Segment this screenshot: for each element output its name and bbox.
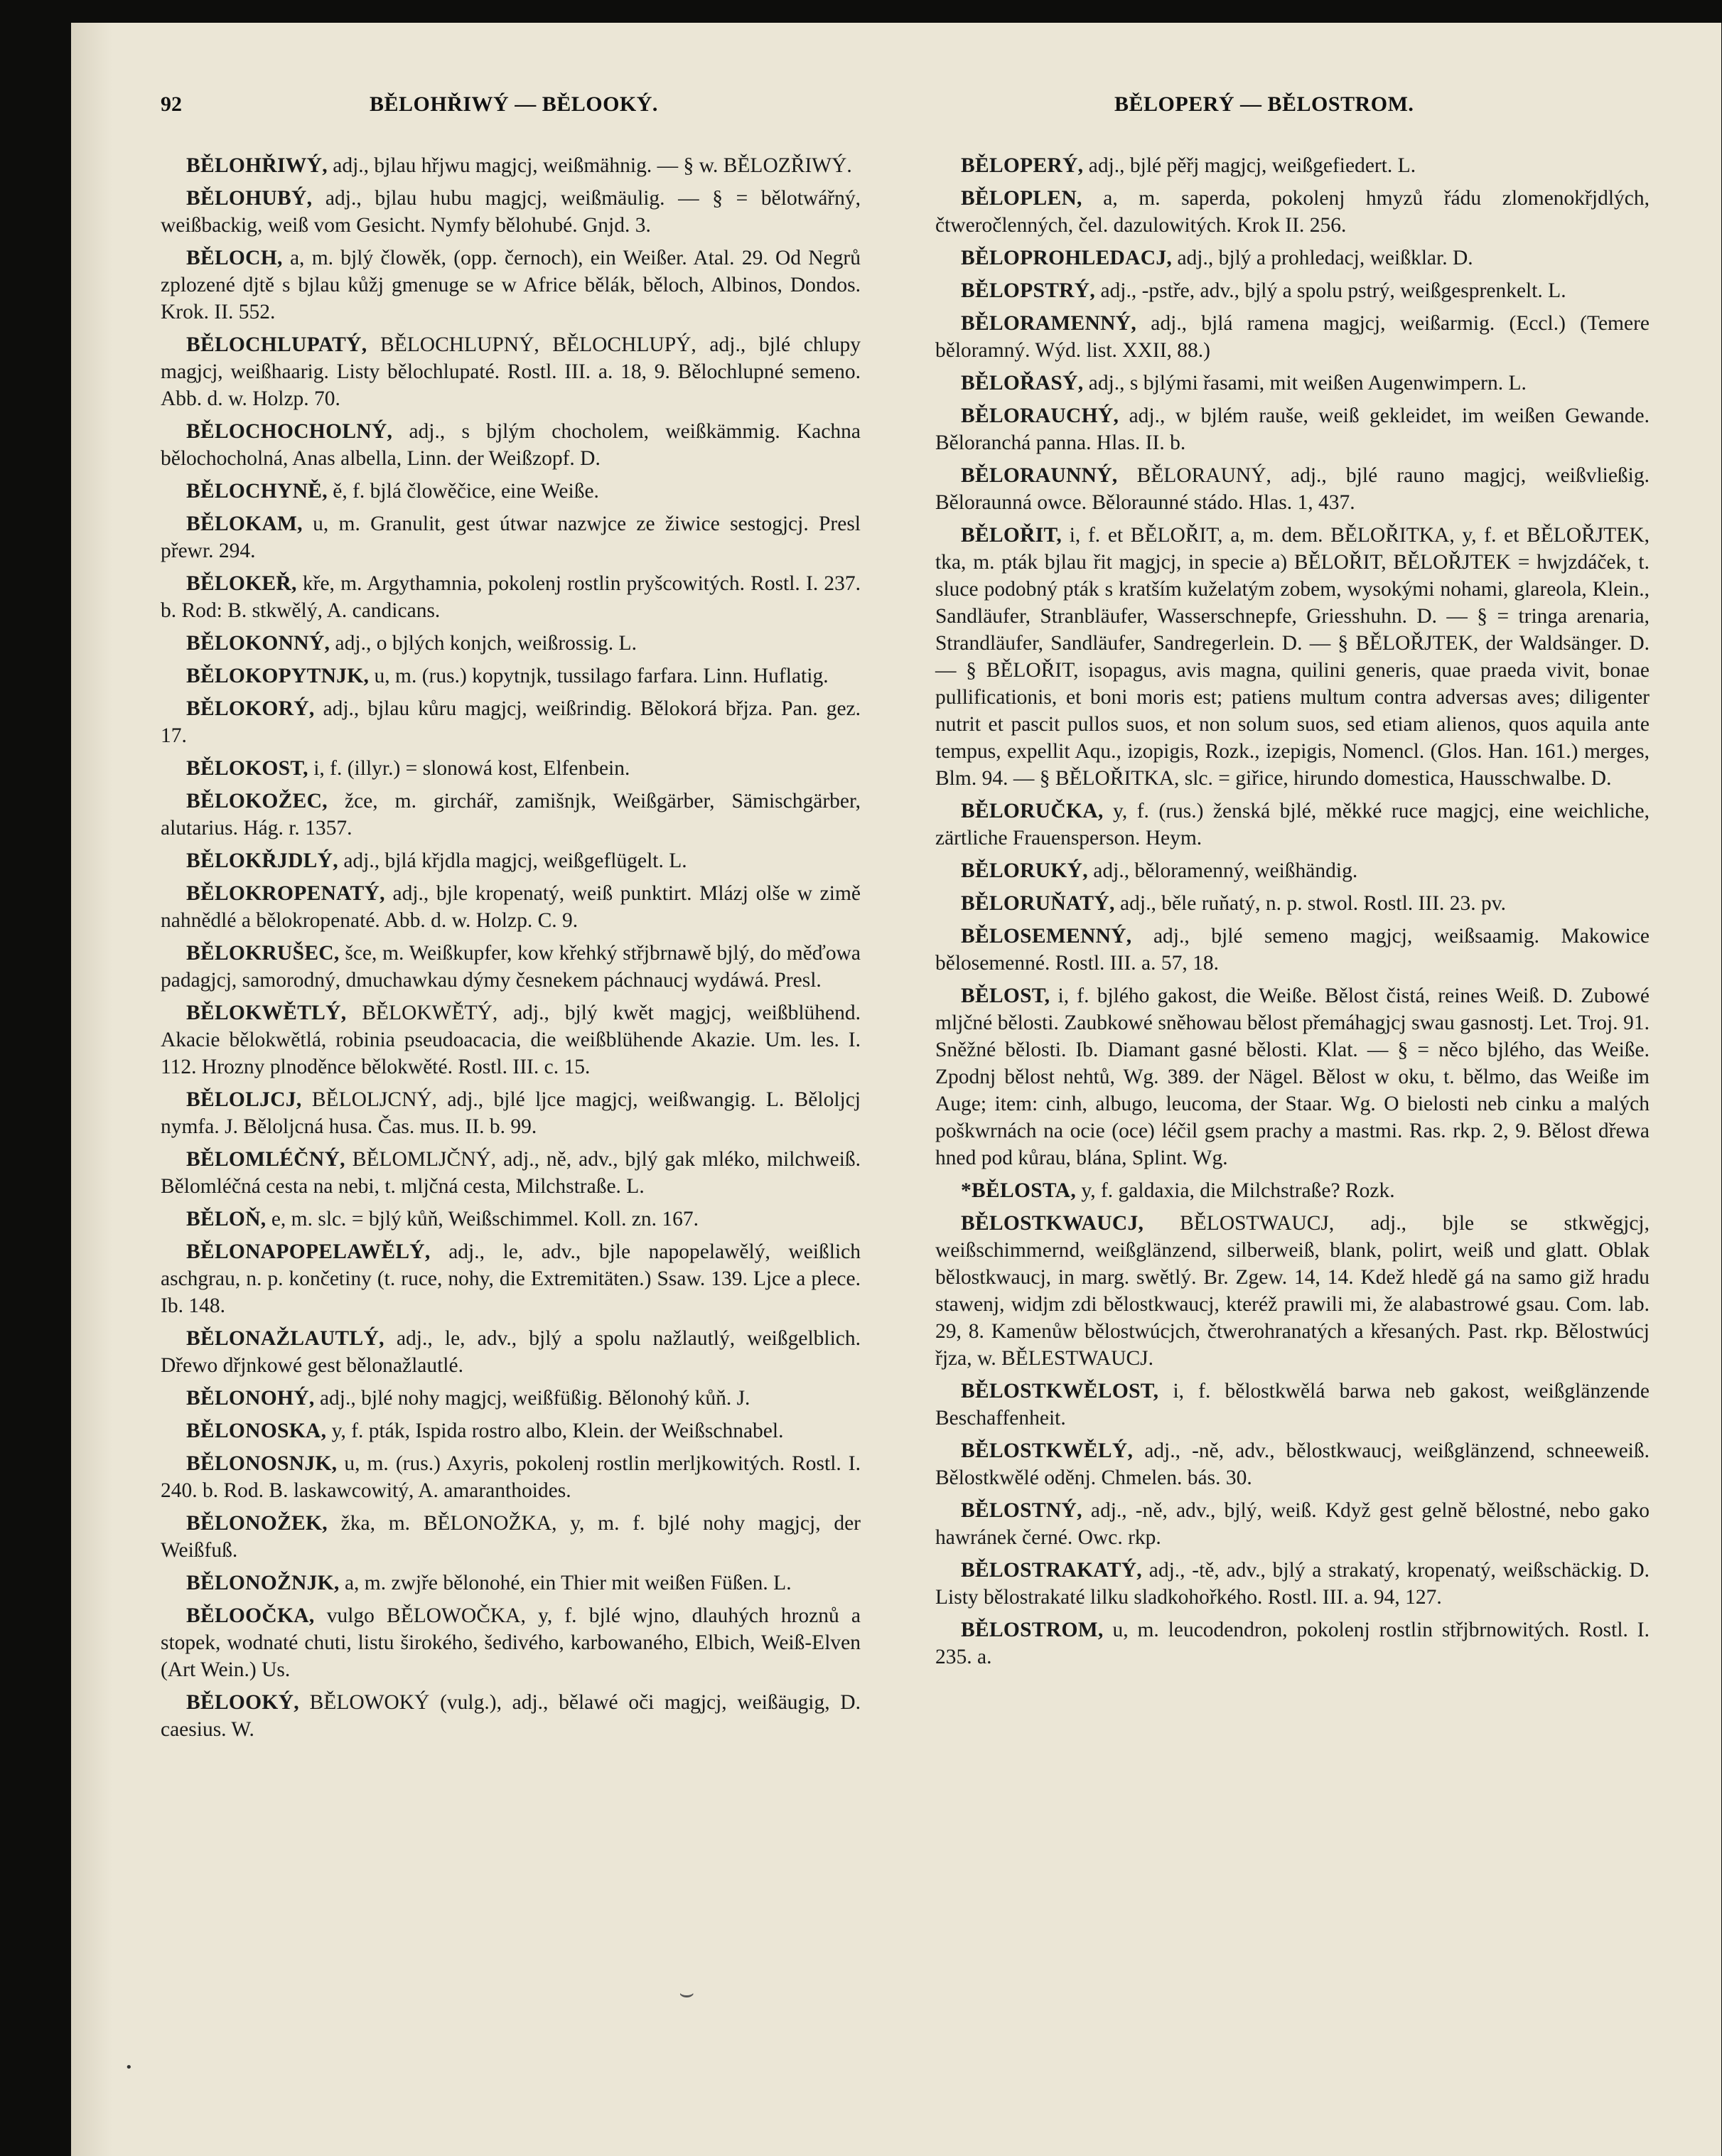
entry-definition: adj., -tě, adv., bjlý a strakatý, kropenatý, weißschäckig. D. Listy bělostrakaté lilku sladkohořkého. Rostl. III. a. 94, 127. <box>935 1559 1650 1609</box>
entry-headword: BĚLORUČKA, <box>961 800 1104 822</box>
dictionary-entry <box>935 857 1650 884</box>
entry-definition: BĚLOMLJČNÝ, adj., ně, adv., bjlý gak mléko, milchweiß. Bělomléčná cesta na nebi, t. mljčná cesta, Milchstraße. L. <box>161 1148 861 1198</box>
dictionary-entry <box>161 152 861 179</box>
entry-definition: e, m. slc. = bjlý kůň, Weißschimmel. Koll. zn. 167. <box>271 1208 699 1230</box>
entry-headword: BĚLOCHOCHOLNÝ, <box>186 420 393 443</box>
entry-headword: BĚLORAUNNÝ, <box>961 464 1118 487</box>
entry-definition: adj., -ně, adv., bjlý, weiß. Když gest gelně bělostné, nebo gako hawránek černé. Owc. rkp. <box>935 1499 1650 1549</box>
entry-definition: adj., běle ruňatý, n. p. stwol. Rostl. III. 23. pv. <box>1120 892 1506 915</box>
left-running-title: BĚLOHŘIWÝ — BĚLOOKÝ. <box>370 92 658 116</box>
entry-headword: BĚLOŘIT, <box>961 524 1062 547</box>
dictionary-entry <box>161 570 861 624</box>
entry-definition: adj., bjlá ramena magjcj, weißarmig. (Eccl.) (Temere běloramný. Wýd. list. XXII, 88.) <box>935 312 1650 362</box>
entry-headword: BĚLORUŇATÝ, <box>961 892 1115 915</box>
entry-headword: BĚLORUKÝ, <box>961 859 1088 882</box>
entry-headword: BĚLONAPOPELAWĚLÝ, <box>186 1240 431 1263</box>
dictionary-entry <box>161 1510 861 1564</box>
entry-definition: adj., bjlé pěřj magjcj, weißgefiedert. L. <box>1088 154 1416 177</box>
dictionary-entry <box>161 847 861 874</box>
dictionary-entry <box>935 152 1650 179</box>
entry-headword: BĚLOLJCJ, <box>186 1088 302 1111</box>
entry-headword: BĚLOSEMENNÝ, <box>961 925 1132 948</box>
entry-headword: BĚLONOHÝ, <box>186 1387 315 1410</box>
entry-headword: BĚLOKWĚTLÝ, <box>186 1002 347 1024</box>
dictionary-entry <box>161 1238 861 1319</box>
entry-definition: adj., bjlau hřjwu magjcj, weißmähnig. — § w. BĚLOZŘIWÝ. <box>333 154 852 177</box>
entry-headword: BĚLOPROHLEDACJ, <box>961 247 1173 269</box>
dictionary-entry <box>935 1557 1650 1611</box>
entry-definition: adj., bjle kropenatý, weiß punktirt. Mlázj olše w zimě nahnědlé a bělokropenaté. Abb. d. w. Holzp. C. 9. <box>161 882 861 932</box>
entry-headword: BĚLOKAM, <box>186 513 303 535</box>
dictionary-entry <box>935 462 1650 516</box>
printer-ornament: ⌣ <box>679 1979 695 2007</box>
right-running-title: BĚLOPERÝ — BĚLOSTROM. <box>1114 92 1414 116</box>
entry-definition: u, m. Granulit, gest útwar nazwjce ze žiwice sestogjcj. Presl přewr. 294. <box>161 513 861 562</box>
entry-headword: BĚLOCH, <box>186 247 283 269</box>
dictionary-entry <box>161 1146 861 1200</box>
dictionary-entry <box>161 663 861 690</box>
entry-definition: y, f. galdaxia, die Milchstraße? Rozk. <box>1081 1179 1395 1202</box>
dictionary-entry <box>161 331 861 412</box>
entry-definition: u, m. leucodendron, pokolenj rostlin střjbrnowitých. Rostl. I. 235. a. <box>935 1619 1650 1668</box>
dictionary-entry <box>161 1325 861 1379</box>
entry-definition: BĚLOLJCNÝ, adj., bjlé ljce magjcj, weißwangig. L. Běloljcj nymfa. J. Běloljcná husa. Čas. mus. II. b. 99. <box>161 1088 861 1138</box>
dictionary-entry <box>935 890 1650 917</box>
entry-definition: adj., -ně, adv., bělostkwaucj, weißglänzend, schneeweiß. Bělostkwělé oděnj. Chmelen. bás. 30. <box>935 1439 1650 1489</box>
entry-headword: BĚLOPLEN, <box>961 187 1082 210</box>
entry-headword: BĚLOKONNÝ, <box>186 632 330 655</box>
dictionary-entry <box>935 1497 1650 1551</box>
entry-headword: BĚLOHŘIWÝ, <box>186 154 328 177</box>
entry-headword: *BĚLOSTA, <box>961 1179 1076 1202</box>
entry-headword: BĚLONOŽNJK, <box>186 1572 340 1594</box>
dictionary-entry <box>935 370 1650 397</box>
dictionary-entry <box>161 755 861 782</box>
entry-definition: adj., bjlau kůru magjcj, weißrindig. Bělokorá břjza. Pan. gez. 17. <box>161 697 861 747</box>
entry-headword: BĚLONOSKA, <box>186 1420 327 1442</box>
entry-definition: BĚLOSTWAUCJ, adj., bjle se stkwěgjcj, weißschimmernd, weißglänzend, silberweiß, blank, polirt, weiß und glatt. Oblak bělostkwaucj, in marg. swětlý. Br. Zgew. 14, 14. Kdež hledě gá na samo giž hradu stawenj, widjm zdi bělostkwaucj, kteréž prawili mi, že alabastrowé gsau. Com. lab. 29, 8. Kamenůw bělostwúcjch, čtwerohranatých a křesaných. Past. rkp. Bělostwúcj řjza, w. BĚLESTWAUCJ. <box>935 1212 1650 1370</box>
entry-headword: BĚLOKEŘ, <box>186 572 297 595</box>
entry-headword: BĚLOŇ, <box>186 1208 267 1230</box>
dictionary-entry <box>161 695 861 749</box>
entry-headword: BĚLOKOŽEC, <box>186 790 328 812</box>
left-column <box>161 152 861 1749</box>
entry-definition: i, f. et BĚLOŘIT, a, m. dem. BĚLOŘITKA, y, f. et BĚLOŘJTEK, tka, m. pták bjlau řit magjcj, in specie a) BĚLOŘIT, BĚLOŘJTEK = hwjzdáček, t. sluce podobný pták s kratším kuželatým zobem, wysokými nohami, glareola, Klein., Sandläufer, Stranbläufer, Wasserschnepfe, Griesshuhn. D. — § = tringa arenaria, Strandläufer, Sandläufer, Sandregerlein. D. — § BĚLOŘJTEK, der Waldsänger. D. — § BĚLOŘIT, isopagus, avis magna, quilini generis, quae praeda vivit, bonae pullificationis, et boni moris est; patiens multum contra adversas aves; diligenter nutrit et pascit pullos suos, et non solum suos, sed etiam alienos, quos aquila ante tempus, expellit Aqu., izopigis, Rozk., izepigis, Nomencl. (Glos. Han. 161.) merges, Blm. 94. — § BĚLOŘITKA, slc. = giřice, hirundo domestica, Hausschwalbe. D. <box>935 524 1650 790</box>
dictionary-entry <box>161 1086 861 1140</box>
entry-definition: ě, f. bjlá člowěčice, eine Weiße. <box>333 480 599 503</box>
entry-headword: BĚLOSTKWAUCJ, <box>961 1212 1144 1235</box>
dictionary-entry <box>935 1177 1650 1204</box>
entry-headword: BĚLOSTNÝ, <box>961 1499 1082 1522</box>
entry-definition: kře, m. Argythamnia, pokolenj rostlin pryšcowitých. Rostl. I. 237. b. Rod: B. stkwělý, A. candicans. <box>161 572 861 622</box>
entry-definition: y, f. (rus.) ženská bjlé, měkké ruce magjcj, eine weichliche, zärtliche Frauensperson. Heym. <box>935 800 1650 849</box>
entry-definition: i, f. (illyr.) = slonowá kost, Elfenbein. <box>313 757 630 780</box>
entry-headword: BĚLOKOPYTNJK, <box>186 665 370 687</box>
entry-definition: adj., le, adv., bjlý a spolu nažlautlý, weißgelblich. Dřewo dřjnkowé gest bělonažlautlé. <box>161 1327 861 1377</box>
dictionary-entry <box>161 1602 861 1683</box>
dictionary-entry <box>161 940 861 994</box>
entry-headword: BĚLOSTKWĚLOST, <box>961 1380 1159 1403</box>
running-header <box>71 92 1721 128</box>
dictionary-entry <box>935 1378 1650 1432</box>
entry-definition: i, f. bjlého gakost, die Weiße. Bělost čistá, reines Weiß. D. Zubowé mljčné bělosti. Zaubkowé sněhowau bělost přemáhagjcj swau gasnostj. Let. Troj. 91. Sněžné bělosti. Ib. Diamant gasné bělosti. Klat. — § = něco bjlého, das Weiße. Zpodnj bělost nehtů, Wg. 389. der Nägel. Bělost w oku, t. bělmo, das Weiße im Auge; item: cinh, albugo, leucoma, der Staar. Wg. O bielosti neb cinku a malých poškwrnách na ocie (oce) léčil gsem prachy a mastmi. Ras. rkp. 2, 9. Bělost dřewa hned pod kůrau, blána, Splint. Wg. <box>935 985 1650 1169</box>
entry-definition: BĚLORAUNÝ, adj., bjlé rauno magjcj, weißvließig. Běloraunná owce. Běloraunné stádo. Hlas. 1, 437. <box>935 464 1650 514</box>
dictionary-entry <box>935 798 1650 852</box>
entry-headword: BĚLOOČKA, <box>186 1604 315 1627</box>
entry-definition: adj., s bjlým chocholem, weißkämmig. Kachna bělochocholná, Anas albella, Linn. der Weißzopf. D. <box>161 420 861 470</box>
entry-definition: u, m. (rus.) kopytnjk, tussilago farfara. Linn. Huflatig. <box>374 665 829 687</box>
entry-headword: BĚLOCHYNĚ, <box>186 480 328 503</box>
entry-headword: BĚLOSTKWĚLÝ, <box>961 1439 1134 1462</box>
entry-headword: BĚLOST, <box>961 985 1050 1007</box>
entry-headword: BĚLOHUBÝ, <box>186 187 313 210</box>
entry-definition: adj., o bjlých konjch, weißrossig. L. <box>335 632 637 655</box>
entry-definition: adj., w bjlém rauše, weiß gekleidet, im weißen Gewande. Běloranchá panna. Hlas. II. b. <box>935 404 1650 454</box>
dictionary-entry <box>935 1210 1650 1372</box>
dictionary-entry <box>935 277 1650 304</box>
entry-headword: BĚLOPERÝ, <box>961 154 1084 177</box>
entry-definition: adj., bjlé semeno magjcj, weißsaamig. Makowice bělosemenné. Rostl. III. a. 57, 18. <box>935 925 1650 975</box>
right-column <box>935 152 1650 1676</box>
entry-definition: u, m. (rus.) Axyris, pokolenj rostlin merljkowitých. Rostl. I. 240. b. Rod. B. laskawcowitý, A. amaranthoides. <box>161 1452 861 1502</box>
dictionary-entry <box>161 788 861 842</box>
dictionary-entry <box>935 982 1650 1171</box>
dictionary-entry <box>161 418 861 472</box>
dictionary-entry <box>935 1437 1650 1491</box>
entry-headword: BĚLOKŘJDLÝ, <box>186 849 338 872</box>
dictionary-entry <box>161 245 861 326</box>
entry-definition: y, f. pták, Ispida rostro albo, Klein. der Weißschnabel. <box>331 1420 784 1442</box>
dictionary-entry <box>161 1417 861 1444</box>
entry-definition: BĚLOCHLUPNÝ, BĚLOCHLUPÝ, adj., bjlé chlupy magjcj, weißhaarig. Listy bělochlupaté. Rostl. III. a. 18, 9. Bělochlupné semeno. Abb. d. w. Holzp. 70. <box>161 333 861 410</box>
paper-speck: • <box>125 2060 133 2075</box>
dictionary-entry <box>935 402 1650 456</box>
dictionary-entry <box>161 1206 861 1233</box>
entry-headword: BĚLOSTROM, <box>961 1619 1104 1641</box>
page-number: 92 <box>161 92 182 116</box>
entry-definition: žka, m. BĚLONOŽKA, y, m. f. bjlé nohy magjcj, der Weißfuß. <box>161 1512 861 1562</box>
entry-definition: adj., běloramenný, weißhändig. <box>1093 859 1358 882</box>
entry-definition: adj., le, adv., bjle napopelawělý, weißlich aschgrau, n. p. končetiny (t. ruce, nohy, die Extremitäten.) Ssaw. 139. Ljce a plece. Ib. 148. <box>161 1240 861 1317</box>
dictionary-entry <box>161 880 861 934</box>
entry-definition: vulgo BĚLOWOČKA, y, f. bjlé wjno, dlauhých hroznů a stopek, wodnaté chuti, listu širokého, šedivého, karbowaného, Elbich, Weiß-Elven (Art Wein.) Us. <box>161 1604 861 1681</box>
dictionary-entry <box>935 310 1650 364</box>
entry-headword: BĚLOCHLUPATÝ, <box>186 333 367 356</box>
entry-definition: žce, m. girchář, zamišnjk, Weißgärber, Sämischgärber, alutarius. Hág. r. 1357. <box>161 790 861 840</box>
entry-definition: šce, m. Weißkupfer, kow křehký střjbrnawě bjlý, do měďowa padagjcj, samorodný, dmuchawkau dýmy česnekem páchnaucj wydáwá. Presl. <box>161 942 861 992</box>
dictionary-entry <box>161 1570 861 1597</box>
entry-definition: BĚLOWOKÝ (vulg.), adj., bělawé oči magjcj, weißäugig, D. caesius. W. <box>161 1691 861 1741</box>
entry-headword: BĚLOKOST, <box>186 757 308 780</box>
entry-headword: BĚLOKRUŠEC, <box>186 942 340 965</box>
dictionary-entry <box>161 510 861 564</box>
entry-definition: adj., bjlý a prohledacj, weißklar. D. <box>1177 247 1473 269</box>
dictionary-entry <box>161 478 861 505</box>
entry-definition: adj., s bjlými řasami, mit weißen Augenwimpern. L. <box>1088 372 1527 395</box>
entry-headword: BĚLONAŽLAUTLÝ, <box>186 1327 384 1350</box>
dictionary-entry <box>935 245 1650 272</box>
page-edge-shadow <box>71 23 112 2156</box>
dictionary-entry <box>161 1450 861 1504</box>
dictionary-entry <box>161 999 861 1080</box>
dictionary-entry <box>935 185 1650 239</box>
dictionary-entry <box>935 522 1650 792</box>
entry-definition: adj., bjlá křjdla magjcj, weißgeflügelt. L. <box>343 849 687 872</box>
entry-definition: adj., bjlé nohy magjcj, weißfüßig. Bělonohý kůň. J. <box>319 1387 750 1410</box>
entry-headword: BĚLOŘASÝ, <box>961 372 1084 395</box>
entry-headword: BĚLORAUCHÝ, <box>961 404 1119 427</box>
dictionary-entry <box>161 1689 861 1743</box>
dictionary-entry <box>161 185 861 239</box>
entry-definition: a, m. bjlý člowěk, (opp. černoch), ein Weißer. Atal. 29. Od Negrů zplozené djtě s bjlau kůžj gmenuge se w Africe bělák, běloch, Albinos, Dondos. Krok. II. 552. <box>161 247 861 323</box>
entry-definition: adj., -pstře, adv., bjlý a spolu pstrý, weißgesprenkelt. L. <box>1100 279 1566 302</box>
entry-definition: BĚLOKWĚTÝ, adj., bjlý kwět magjcj, weißblühend. Akacie bělokwětlá, robinia pseudoacacia, die weißblühende Akazie. Um. les. I. 112. Hrozny plnoděnce bělokwěté. Rostl. III. c. 15. <box>161 1002 861 1078</box>
dictionary-entry <box>935 1616 1650 1670</box>
dictionary-page <box>71 23 1721 2156</box>
entry-headword: BĚLOOKÝ, <box>186 1691 299 1714</box>
entry-headword: BĚLOPSTRÝ, <box>961 279 1096 302</box>
entry-headword: BĚLOSTRAKATÝ, <box>961 1559 1142 1582</box>
dictionary-entry <box>935 923 1650 977</box>
entry-definition: adj., bjlau hubu magjcj, weißmäulig. — § = bělotwářný, weißbackig, weiß vom Gesicht. Nymfy bělohubé. Gnjd. 3. <box>161 187 861 237</box>
entry-headword: BĚLOKROPENATÝ, <box>186 882 385 905</box>
entry-headword: BĚLORAMENNÝ, <box>961 312 1136 335</box>
entry-definition: a, m. saperda, pokolenj hmyzů řádu zlomenokřjdlých, čtweročlenných, čel. dazulowitých. Krok II. 256. <box>935 187 1650 237</box>
entry-definition: i, f. bělostkwělá barwa neb gakost, weißglänzende Beschaffenheit. <box>935 1380 1650 1430</box>
entry-headword: BĚLONOŽEK, <box>186 1512 328 1535</box>
dictionary-entry <box>161 1385 861 1412</box>
dictionary-entry <box>161 630 861 657</box>
entry-headword: BĚLOMLÉČNÝ, <box>186 1148 345 1171</box>
entry-definition: a, m. zwjře bělonohé, ein Thier mit weißen Füßen. L. <box>344 1572 792 1594</box>
entry-headword: BĚLONOSNJK, <box>186 1452 338 1475</box>
entry-headword: BĚLOKORÝ, <box>186 697 315 720</box>
